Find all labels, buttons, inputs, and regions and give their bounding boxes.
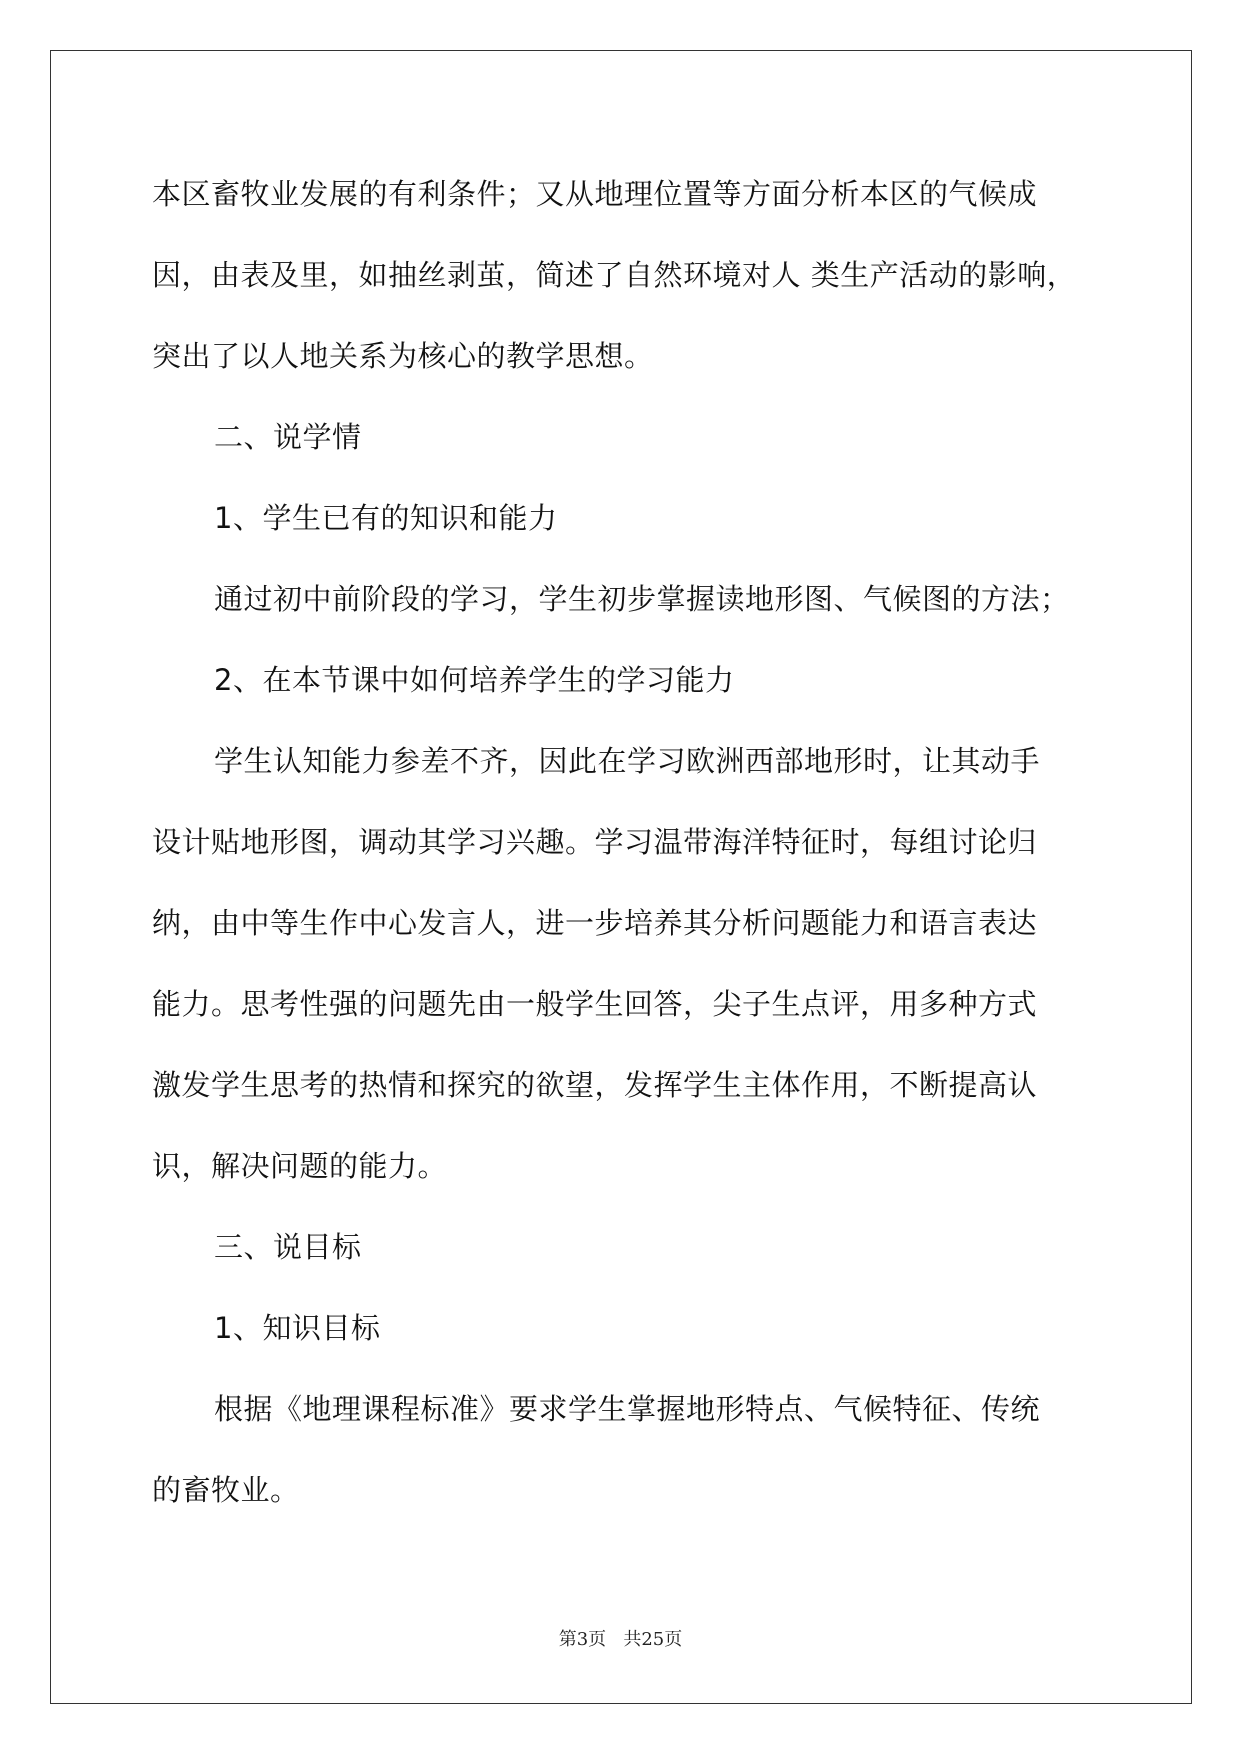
page-border bbox=[50, 50, 1192, 1704]
paragraph-line: 学生认知能力参差不齐，因此在学习欧洲西部地形时，让其动手 bbox=[214, 744, 1041, 778]
page-number: 第3页 共25页 bbox=[558, 1629, 683, 1650]
paragraph-line: 激发学生思考的热情和探究的欲望，发挥学生主体作用，不断提高认 bbox=[152, 1068, 1038, 1102]
subsection-heading: 2、在本节课中如何培养学生的学习能力 bbox=[214, 663, 735, 697]
paragraph-line: 突出了以人地关系为核心的教学思想。 bbox=[152, 339, 654, 373]
subsection-heading: 1、知识目标 bbox=[214, 1311, 381, 1345]
paragraph-line: 的畜牧业。 bbox=[152, 1473, 300, 1507]
paragraph-line: 通过初中前阶段的学习，学生初步掌握读地形图、气候图的方法； bbox=[214, 582, 1070, 616]
paragraph-line: 能力。思考性强的问题先由一般学生回答，尖子生点评，用多种方式 bbox=[152, 987, 1038, 1021]
paragraph-line: 本区畜牧业发展的有利条件；又从地理位置等方面分析本区的气候成 bbox=[152, 177, 1038, 211]
section-heading: 二、说学情 bbox=[214, 420, 362, 454]
page-footer bbox=[0, 1628, 1241, 1652]
subsection-heading: 1、学生已有的知识和能力 bbox=[214, 501, 558, 535]
section-heading: 三、说目标 bbox=[214, 1230, 362, 1264]
paragraph-line: 识，解决问题的能力。 bbox=[152, 1149, 448, 1183]
paragraph-line: 根据《地理课程标准》要求学生掌握地形特点、气候特征、传统 bbox=[214, 1392, 1041, 1426]
paragraph-line: 因，由表及里，如抽丝剥茧，简述了自然环境对人 类生产活动的影响， bbox=[152, 258, 1077, 292]
paragraph-line: 纳，由中等生作中心发言人，进一步培养其分析问题能力和语言表达 bbox=[152, 906, 1038, 940]
paragraph-line: 设计贴地形图，调动其学习兴趣。学习温带海洋特征时，每组讨论归 bbox=[152, 825, 1038, 859]
